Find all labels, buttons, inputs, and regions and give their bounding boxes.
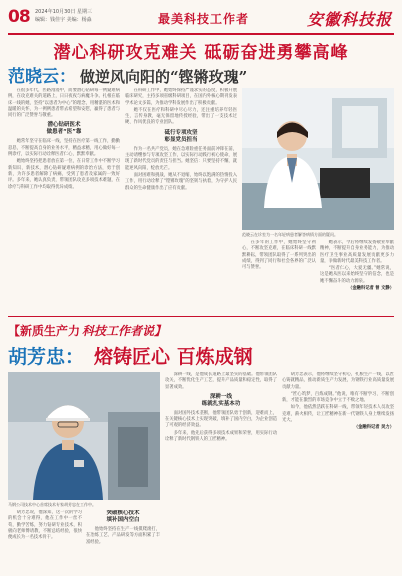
paragraph: 在很多年代，医路漫漫中，而要潜心钻研每一例疑难病例，在攻克难关的道路上，日日夜夜与病魔斗争。扎根在临床一线的她，坚持“以患者为中心”的理念，用精湛的医术和温暖的关怀，为一例例患者带去希望和安慰，赢得了患者与同行的广泛赞誉与敬重。 (8, 88, 120, 119)
paragraph: 面对困难和挑战，她从不退缩，始终以饱满的热情投入工作，用行动诠释了“铿锵玫瑰”的坚韧与执着，为守护人民群众的生命健康作出了应有贡献。 (125, 172, 237, 191)
paragraph: 深耕一线，是他成长道路上最坚实的基础。他带领团队攻关，不断优化生产工艺，提升产品质量和稳定性，取得了显著成效。 (165, 372, 277, 390)
paragraph: 在多年的工作中，她始终坚守初心，不断攻坚克难，在临床科研一线默默耕耘，带领团队取得了一系列突出的成绩，得到了同行和社会各界的广泛认可与赞誉。 (242, 240, 316, 271)
paragraph: 在科研工作中，她始终保持严谨求实的态度，积极开展临床研究，主持多项省级科研项目，在国内外核心期刊发表学术论文多篇，为推动学科发展作出了积极贡献。 (125, 88, 237, 106)
story1-photo-caption: 范晓云在诊室为一名年轻病患者解答病情方面的疑问。 (242, 232, 338, 237)
paragraph: “医者仁心，大爱无疆。”她常说，这是她从医以来始终坚守的信念，也是她不懈奋斗的动力源泉。 (320, 266, 394, 284)
story2-photo (8, 372, 160, 500)
story1-title (8, 62, 394, 86)
paragraph: 胡芳忠说，他深知，这一次的学习的机会十分难得，他在工作中一丝不苟，勤学苦练，努力钻研专业技术，积极向老师傅请教，不断总结经验，很快便成长为一名技术骨干。 (8, 510, 82, 541)
masthead-rule (8, 33, 394, 35)
story2-title (8, 342, 394, 368)
story2-subhead-1: 深耕一线 练就扎实基本功 (201, 393, 241, 407)
engineer-in-helmet-photo (8, 372, 160, 500)
page-number: 08 (8, 7, 30, 27)
paragraph: 面对国外技术垄断，他带领团队勇于创新，迎难而上，在关键核心技术上实现突破，填补了国内空白，为企业创造了可观的经济效益。 (165, 410, 277, 429)
story1-column-1 (8, 88, 120, 313)
paragraph: 她表示，今后将继续发扬敬业奉献精神，不断提升自身业务能力，为推动医疗卫生事业高质量发展贡献更多力量，争做新时代最美科技工作者。 (320, 240, 394, 264)
story1-column-3b (320, 240, 394, 314)
story2-photo-caption: 马钢公司技术中心首席技术专家胡芳忠在工作中。 (8, 502, 96, 507)
newspaper-logo: 安徽科技报 (306, 10, 392, 29)
paragraph: 他始终坚持在生产一线摸爬滚打，在冶炼工艺、产品研发等方面积累了丰富经验。 (86, 527, 160, 545)
paragraph: 作为一名共产党员，她在急难险重任务面前冲锋在前，主动请缨参与专项攻坚工作，以实际行动践行初心使命，展现了新时代党员的责任与担当。她坚信：只要坚持不懈，就能逆风向阳，绽放光芒。 (125, 146, 237, 171)
story1-subhead-2: 砥行专项攻坚 彰显党员担当 (164, 129, 198, 143)
section-divider (8, 316, 394, 317)
female-doctor-photo (242, 88, 394, 230)
paragraph: “匠心筑梦，百炼成钢。”他说，唯有不断学习、不断创新，才能在激烈的市场竞争中立于不败之地。 (282, 391, 394, 404)
paragraph: 胡芳忠表示，他将继续坚守初心，扎根生产一线，以匠心铸就精品，推动新质生产力发展，为钢铁行业高质量发展贡献力量。 (282, 372, 394, 390)
paragraph: 多年来，他先后获得多项技术成果和荣誉，用实际行动诠释了新时代钢铁人的工匠精神。 (165, 430, 277, 443)
masthead (8, 6, 394, 32)
story1-title-text: 做逆风向阳的“铿锵玫瑰” (80, 68, 248, 86)
story2-title-text: 熔铸匠心 百炼成钢 (94, 346, 253, 368)
story2-subhead-2: 突破核心技术 填补国内空白 (106, 510, 140, 523)
story2-column-1a (8, 510, 82, 572)
story1-photo (242, 88, 394, 230)
story2-column-3 (282, 372, 394, 572)
story1-column-3a (242, 240, 316, 314)
story1-signature: （金融科记者 曾 文静） (348, 286, 394, 292)
banner-part-1: 【新质生产力 (8, 324, 81, 338)
issue-date: 2024年10月30日 星期三 (35, 9, 93, 15)
story2-column-banner (8, 320, 178, 338)
story2-column-2 (165, 372, 277, 572)
story1-person-name: 范晓云： (8, 67, 76, 87)
page-headline: 潜心科研攻克难关 砥砺奋进勇攀高峰 (53, 43, 349, 63)
paragraph: 她始终坚持把患者放在第一位，在日常工作中不断学习新知识、新技术，潜心钻研疑难病例的诊治方法，勇于创新，为许多患者解除了病痛，受到了患者及家属的一致好评。多年来，她认真负责，带领团队攻克多项技术难题，在诊疗与科研工作中均取得优异成绩。 (8, 159, 120, 190)
banner-part-2: 科技工作者说】 (82, 324, 167, 338)
section-name: 最美科技工作者 (158, 12, 250, 26)
editor-credit: 编辑：钱佳宇 美编：杨淼 (35, 17, 92, 23)
story2-person-name: 胡芳忠： (8, 346, 85, 368)
story2-column-1b (86, 510, 160, 572)
story2-signature: （金融科记者 吴力） (353, 425, 394, 431)
paragraph: 她常年坚守在临床一线，坚持在医疗第一线工作，勤勤恳恳，不断提高自身的业务水平，精益求精，用心做好每一例诊疗，以实际行动诠释医者仁心，默默奉献。 (8, 139, 120, 158)
paragraph: 她不仅在医疗和科研中尽心尽力，还注重培养年轻医生，言传身教，毫无保留地传授经验，带出了一支技术过硬、作风优良的专业团队。 (125, 107, 237, 126)
story1-subhead-1: 潜心钻研医术 做患者“医”靠 (46, 122, 82, 136)
paragraph: 如今，他依然活跃在科研一线，带领年轻技术人员攻坚克难，薪火相传，让工匠精神在新一代钢铁人身上继续发扬光大。 (282, 405, 394, 424)
story1-column-2 (125, 88, 237, 313)
